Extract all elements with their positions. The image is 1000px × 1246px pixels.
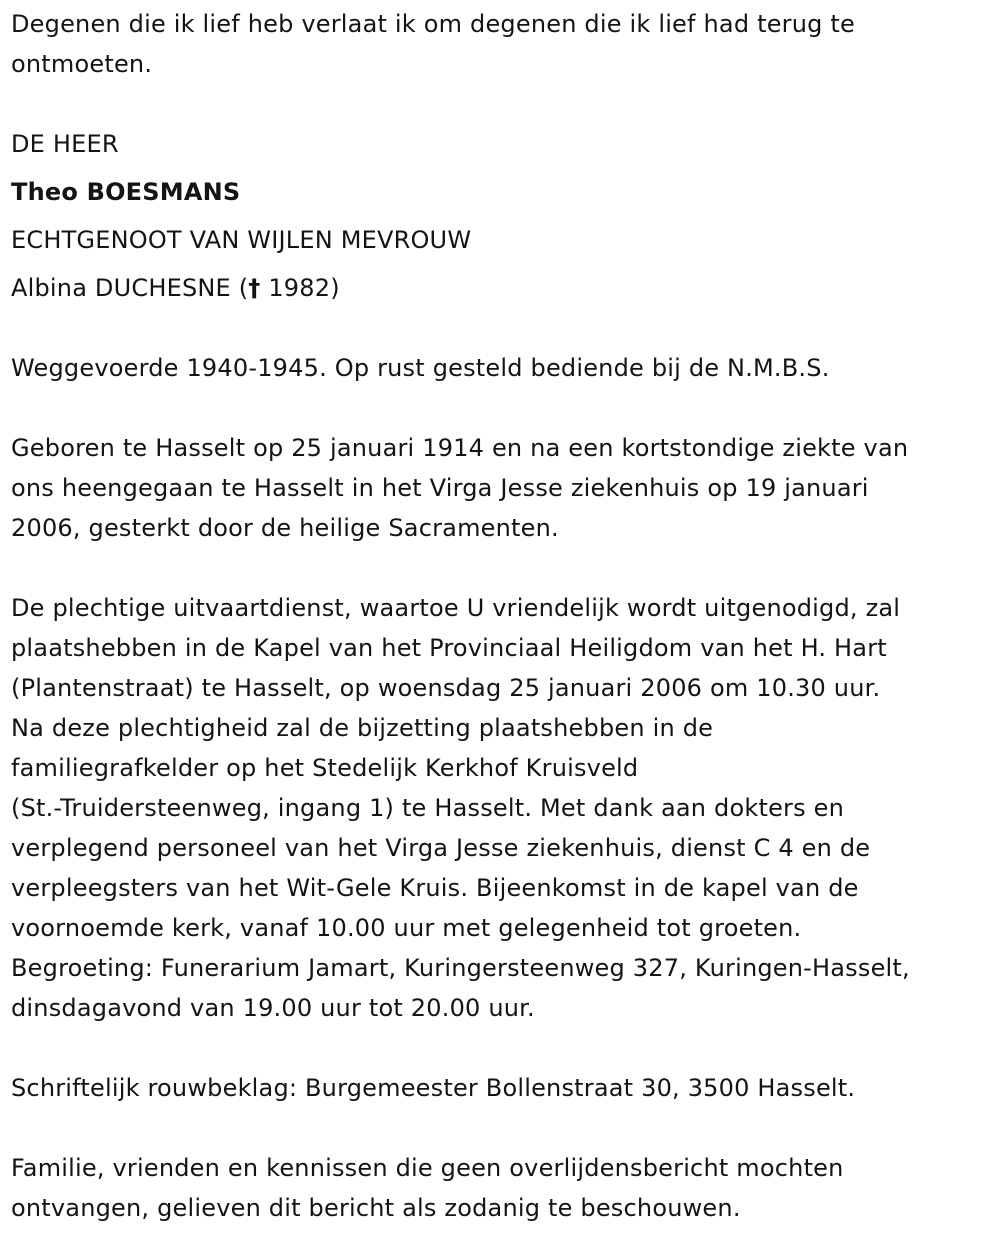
spacer: [11, 308, 996, 348]
obituary-text: [11, 4, 996, 1228]
spacer: [11, 84, 996, 124]
spouse-name: Albina DUCHESNE (: [11, 274, 249, 302]
honorific: DE HEER: [11, 130, 119, 158]
spacer: [11, 1028, 996, 1068]
spouse-title: ECHTGENOOT VAN WIJLEN MEVROUW: [11, 226, 472, 254]
spacer: [11, 548, 996, 588]
funeral-paragraph: De plechtige uitvaartdienst, waartoe U vriendelijk wordt uitgenodigd, zal plaatshebben in de Kapel van het Provinciaal Heiligdom van het H. Hart (Plantenstraat) te Hasselt, op woensdag 25 januari 2006 om 10.30 uur. Na deze plechtigheid zal de bijzetting plaatshebben in de familiegrafkelder op het Stedelijk Kerkhof Kruisveld (St.-Truidersteenweg, ingang 1) te Hasselt. Met dank aan dokters en verplegend personeel van het Virga Jesse ziekenhuis, dienst C 4 en de verpleegsters van het Wit-Gele Kruis. Bijeenkomst in de kapel van de voornoemde kerk, vanaf 10.00 uur met gelegenheid tot groeten. Begroeting: Funerarium Jamart, Kuringersteenweg 327, Kuringen-Hasselt, dinsdagavond van 19.00 uur tot 20.00 uur.: [11, 594, 910, 1022]
cross-icon: †: [248, 274, 261, 302]
spouse-death-year: 1982): [260, 274, 340, 302]
condolence-address: Schriftelijk rouwbeklag: Burgemeester Bollenstraat 30, 3500 Hasselt.: [11, 1074, 856, 1102]
name-block: [11, 120, 996, 312]
biography: Weggevoerde 1940-1945. Op rust gesteld bediende bij de N.M.B.S.: [11, 354, 830, 382]
deceased-name: Theo BOESMANS: [11, 178, 241, 206]
spacer: [11, 1108, 996, 1148]
spouse-line: [11, 264, 996, 312]
birth-death-paragraph: Geboren te Hasselt op 25 januari 1914 en na een kortstondige ziekte van ons heengegaan te Hasselt in het Virga Jesse ziekenhuis op 19 januari 2006, gesterkt door de heilige Sacramenten.: [11, 434, 909, 542]
motto: Degenen die ik lief heb verlaat ik om degenen die ik lief had terug te ontmoeten.: [11, 10, 855, 78]
spacer: [11, 388, 996, 428]
closing-paragraph: Familie, vrienden en kennissen die geen overlijdensbericht mochten ontvangen, gelieven dit bericht als zodanig te beschouwen.: [11, 1154, 844, 1222]
